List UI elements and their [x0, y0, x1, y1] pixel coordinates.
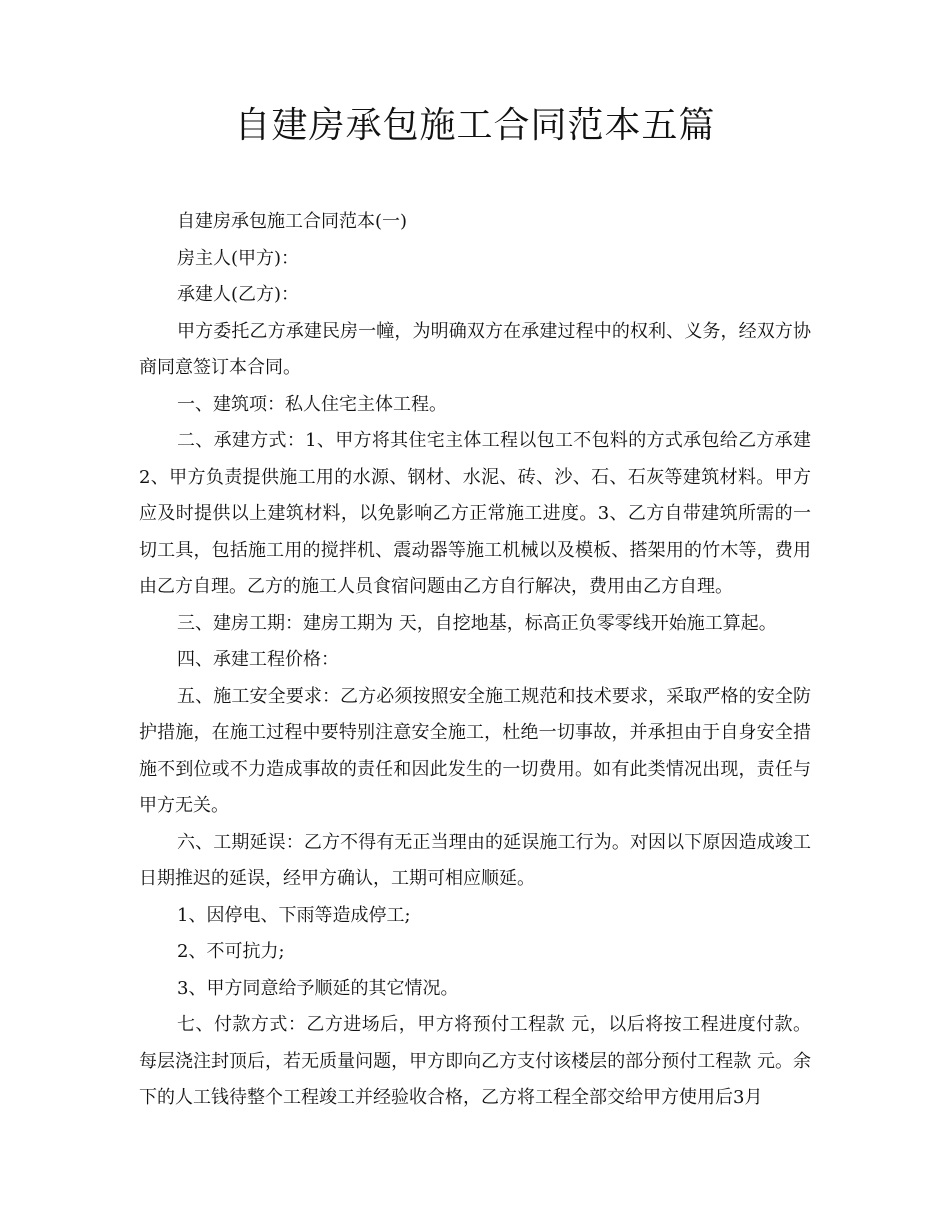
paragraph-clause-7: 七、付款方式：乙方进场后，甲方将预付工程款 元，以后将按工程进度付款。每层浇注封顶后，若无质量问题，甲方即向乙方支付该楼层的部分预付工程款 元。余下的人工钱待整个工程竣工并经验收合格，乙方将工程全部交给甲方使用后3月 [139, 1014, 811, 1108]
document-title: 自建房承包施工合同范本五篇 [234, 105, 716, 146]
paragraph-preamble: 甲方委托乙方承建民房一幢，为明确双方在承建过程中的权利、义务，经双方协商同意签订本合同。 [139, 320, 811, 378]
paragraph-clause-6-item-3: 3、甲方同意给予顺延的其它情况。 [177, 977, 459, 999]
paragraph-party-a: 房主人(甲方)： [177, 247, 300, 269]
paragraph-clause-5: 五、施工安全要求：乙方必须按照安全施工规范和技术要求，采取严格的安全防护措施，在施工过程中要特别注意安全施工，杜绝一切事故，并承担由于自身安全措施不到位或不力造成事故的责任和因此发生的一切费用。如有此类情况出现，责任与甲方无关。 [139, 685, 811, 816]
paragraph-clause-2: 二、承建方式：1、甲方将其住宅主体工程以包工不包料的方式承包给乙方承建2、甲方负责提供施工用的水源、钢材、水泥、砖、沙、石、石灰等建筑材料。甲方应及时提供以上建筑材料，以免影响乙方正常施工进度。3、乙方自带建筑所需的一切工具，包括施工用的搅拌机、震动器等施工机械以及模板、搭架用的竹木等，费用由乙方自理。乙方的施工人员食宿问题由乙方自行解决，费用由乙方自理。 [139, 430, 811, 597]
paragraph-clause-4: 四、承建工程价格： [177, 649, 339, 670]
paragraph-clause-3: 三、建房工期：建房工期为 天，自挖地基，标高正负零零线开始施工算起。 [177, 612, 777, 634]
document-body [139, 204, 811, 1117]
paragraph-contract-heading: 自建房承包施工合同范本(一) [177, 211, 408, 232]
paragraph-clause-6-item-1: 1、因停电、下雨等造成停工; [177, 904, 411, 926]
paragraph-clause-6-item-2: 2、不可抗力; [177, 941, 285, 962]
paragraph-clause-6: 六、工期延误：乙方不得有无正当理由的延误施工行为。对因以下原因造成竣工日期推迟的延误，经甲方确认，工期可相应顺延。 [139, 831, 811, 889]
paragraph-party-b: 承建人(乙方)： [177, 284, 300, 305]
paragraph-clause-1: 一、建筑项：私人住宅主体工程。 [177, 393, 447, 415]
